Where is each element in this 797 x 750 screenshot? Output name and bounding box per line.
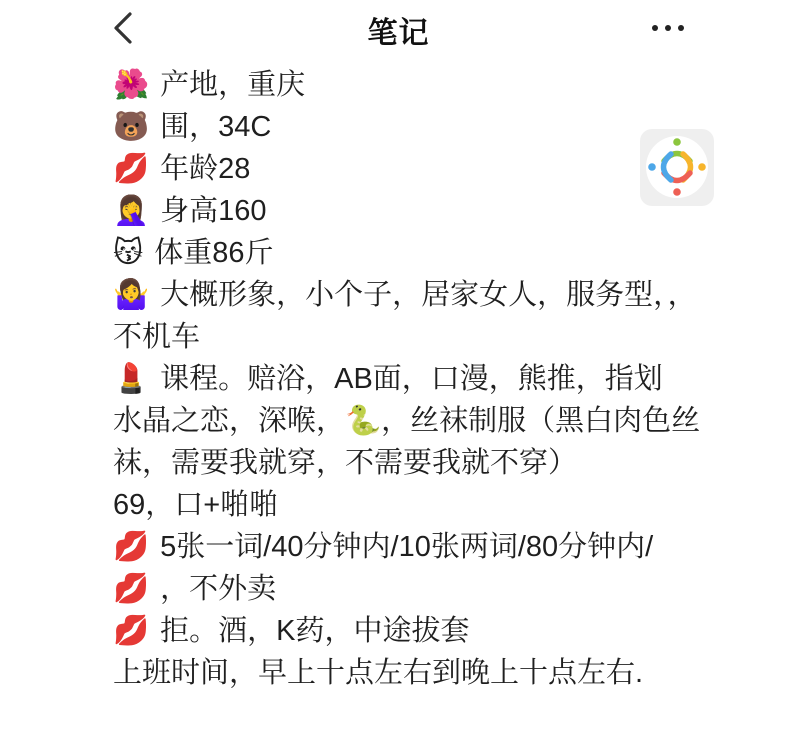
note-line-text: 5张一词/40分钟内/10张两词/80分钟内/ bbox=[160, 531, 654, 563]
note-line bbox=[113, 190, 713, 232]
note-line-text: 水晶之恋，深喉，🐍，丝袜制服（黑白肉色丝 bbox=[113, 405, 701, 437]
kiss-mark-emoji: 💋 bbox=[113, 531, 150, 563]
note-line-text: 拒。酒，K药，中途拔套 bbox=[160, 615, 470, 647]
note-line-text: 围，34C bbox=[160, 111, 272, 143]
note-line-text: 体重86斤 bbox=[154, 237, 274, 269]
note-line-text: 69，口+啪啪 bbox=[113, 489, 279, 521]
ellipsis-icon bbox=[652, 25, 684, 31]
note-line bbox=[113, 526, 713, 568]
note-line bbox=[113, 106, 713, 148]
note-body[interactable] bbox=[113, 64, 713, 694]
note-line-text: 袜，需要我就穿，不需要我就不穿） bbox=[113, 447, 578, 479]
note-line-text: ，不外卖 bbox=[160, 573, 277, 605]
more-button[interactable] bbox=[644, 14, 692, 42]
bear-face-emoji: 🐻 bbox=[113, 111, 150, 143]
watermark-badge bbox=[640, 129, 714, 206]
note-line bbox=[113, 400, 713, 442]
community-pinwheel-logo-icon bbox=[640, 129, 714, 206]
page-title: 笔记 bbox=[367, 17, 430, 50]
note-line-text: 身高160 bbox=[160, 195, 267, 227]
person-shrugging-emoji: 🤷‍♀️ bbox=[113, 279, 150, 311]
woman-facepalming-emoji: 🤦‍♀️ bbox=[113, 195, 150, 227]
note-line bbox=[113, 610, 713, 652]
note-line bbox=[113, 274, 713, 316]
note-line bbox=[113, 652, 713, 694]
kissing-cat-emoji: 😽 bbox=[113, 237, 144, 269]
header-bar bbox=[0, 0, 797, 56]
lipstick-emoji: 💄 bbox=[113, 363, 150, 395]
note-line-text: 大概形象，小个子，居家女人，服务型，， bbox=[160, 279, 697, 311]
note-line-text: 产地，重庆 bbox=[160, 69, 306, 101]
note-line bbox=[113, 64, 713, 106]
note-line bbox=[113, 484, 713, 526]
note-line bbox=[113, 232, 713, 274]
note-line-text: 课程。赔浴，AB面，口漫，熊推，指划 bbox=[160, 363, 663, 395]
note-line bbox=[113, 358, 713, 400]
note-line bbox=[113, 442, 713, 484]
hibiscus-emoji: 🌺 bbox=[113, 69, 150, 101]
note-line bbox=[113, 316, 713, 358]
kiss-mark-emoji: 💋 bbox=[113, 573, 150, 605]
note-line-text: 年龄28 bbox=[160, 153, 251, 185]
note-line-text: 上班时间，早上十点左右到晚上十点左右. bbox=[113, 657, 644, 689]
kiss-mark-emoji: 💋 bbox=[113, 153, 150, 185]
note-line bbox=[113, 148, 713, 190]
note-line bbox=[113, 568, 713, 610]
note-line-text: 不机车 bbox=[113, 321, 201, 353]
kiss-mark-emoji: 💋 bbox=[113, 615, 150, 647]
